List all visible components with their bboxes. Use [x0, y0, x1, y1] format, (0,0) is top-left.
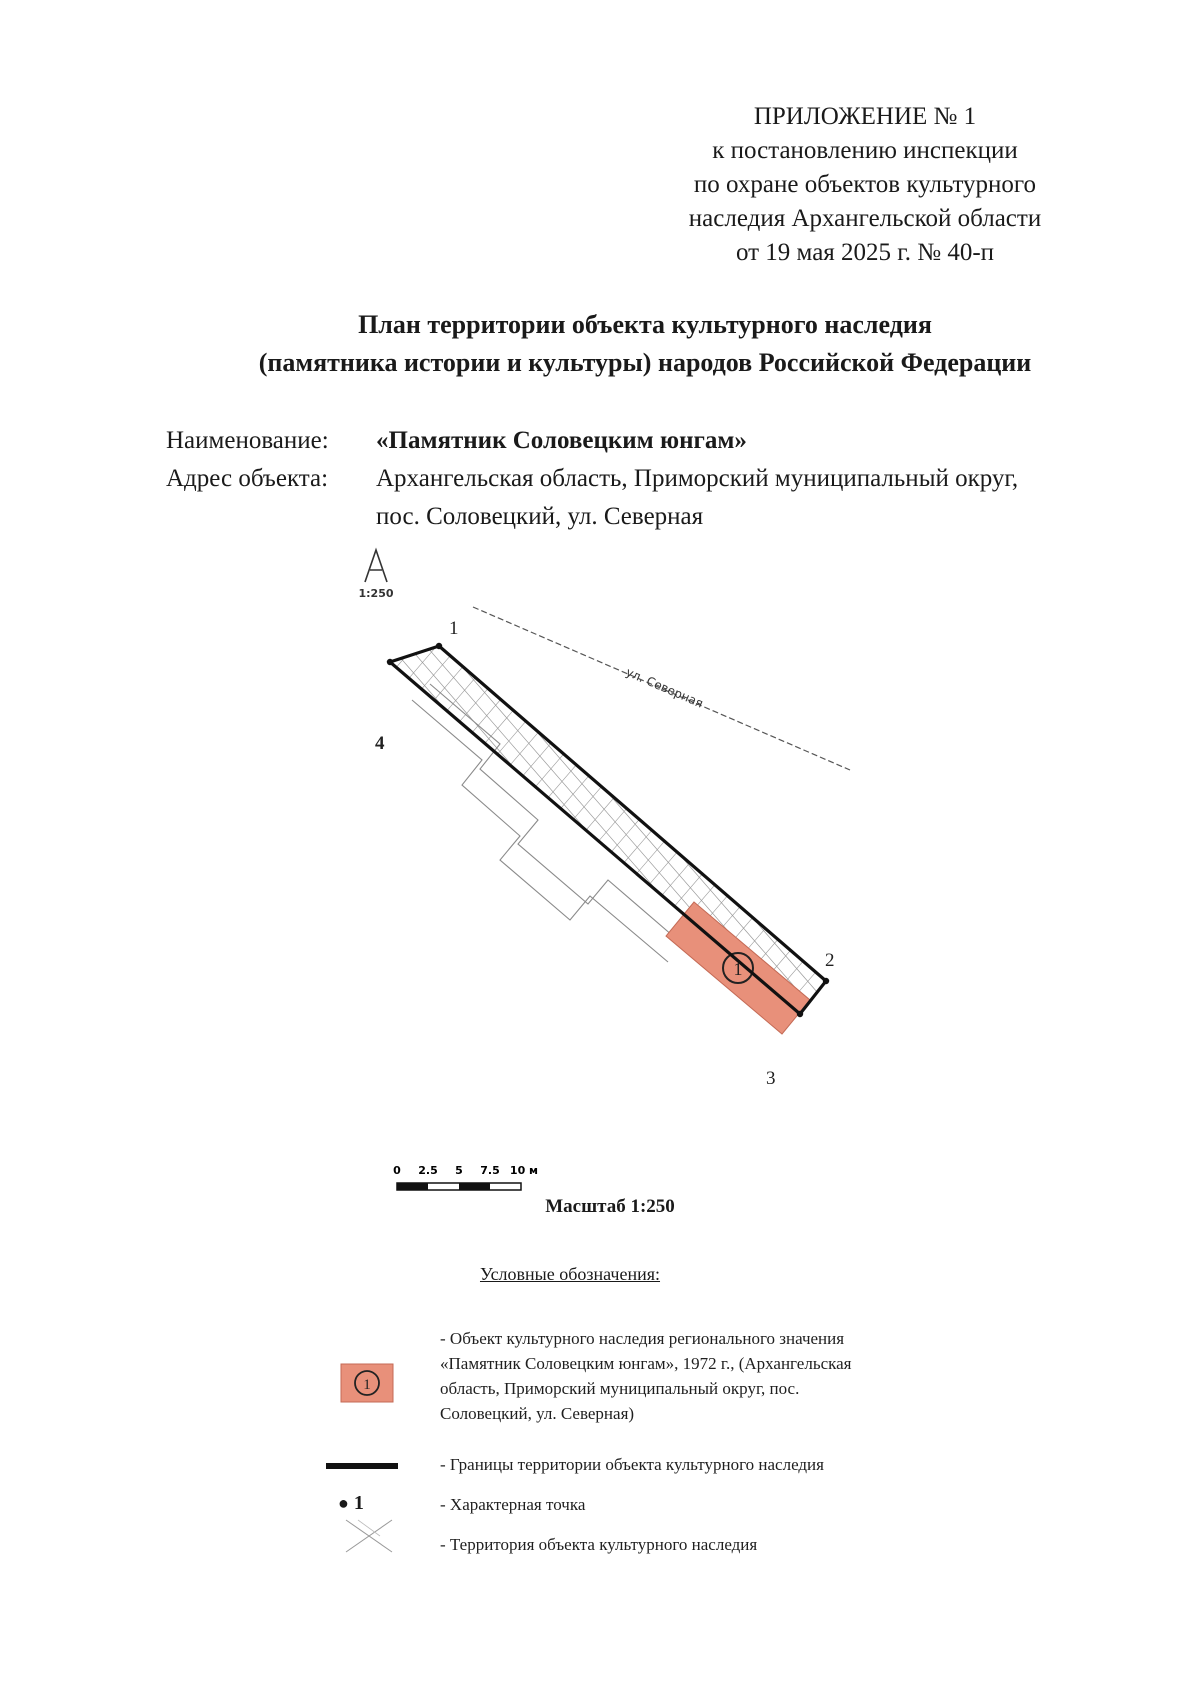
- hatch-line: [0, 540, 466, 1200]
- hatch-line: [232, 540, 792, 1190]
- north-arrow-icon: [365, 550, 387, 582]
- point-label-4: 4: [375, 733, 385, 754]
- hatch-line: [1046, 540, 1200, 1190]
- point-label-2: 2: [825, 950, 835, 971]
- hatch-line: [386, 540, 946, 1190]
- hatch-line: [0, 540, 154, 1190]
- hatch-line: [316, 540, 916, 1200]
- hatch-line: [0, 540, 268, 1200]
- hatch-line: [0, 540, 352, 1190]
- hatch-line: [658, 540, 1200, 1200]
- appendix-line: к постановлению инспекции: [712, 137, 1018, 164]
- territory-hatch: [0, 540, 1200, 1200]
- hatch-line: [964, 540, 1200, 1200]
- hatch-line: [496, 540, 1096, 1200]
- hatch-line: [0, 540, 286, 1200]
- hatch-line: [928, 540, 1200, 1200]
- hatch-line: [716, 540, 1200, 1190]
- hatch-line: [0, 540, 592, 1200]
- hatch-line: [244, 540, 844, 1200]
- hatch-line: [0, 540, 538, 1200]
- hatch-line: [56, 540, 616, 1190]
- hatch-line: [730, 540, 1200, 1200]
- hatch-line: [0, 540, 520, 1200]
- hatch-line: [34, 540, 594, 1190]
- hatch-line: [430, 540, 990, 1190]
- hatch-line: [0, 540, 330, 1190]
- hatch-line: [0, 540, 132, 1190]
- appendix-header: [640, 100, 1090, 270]
- legend-hatch-icon: [344, 1518, 394, 1554]
- hatch-line: [1090, 540, 1200, 1190]
- legend-point-icon: ● 1: [338, 1492, 364, 1514]
- hatch-line: [874, 540, 1200, 1200]
- hatch-line: [100, 540, 660, 1190]
- hatch-line: [0, 540, 106, 1200]
- hatch-line: [514, 540, 1114, 1200]
- hatch-line: [946, 540, 1200, 1200]
- hatch-line: [474, 540, 1034, 1190]
- hatch-line: [0, 540, 70, 1200]
- hatch-line: [208, 540, 808, 1200]
- hatch-line: [826, 540, 1200, 1190]
- hatch-line: [188, 540, 748, 1190]
- legend-object-line: «Памятник Соловецким юнгам», 1972 г., (Архангельская: [440, 1354, 852, 1373]
- scale-tick-label: 5: [455, 1164, 463, 1177]
- hatch-line: [676, 540, 1200, 1200]
- hatch-line: [0, 540, 340, 1200]
- hatch-line: [496, 540, 1056, 1190]
- hatch-line: [0, 540, 412, 1200]
- hatch-line: [856, 540, 1200, 1200]
- point-label-3: 3: [766, 1068, 776, 1089]
- hatch-line: [586, 540, 1186, 1200]
- street-label: ул. Северная: [623, 664, 706, 711]
- hatch-line: [980, 540, 1200, 1190]
- hatch-line: [144, 540, 704, 1190]
- hatch-line: [838, 540, 1200, 1200]
- hatch-line: [1134, 540, 1200, 1190]
- hatch-line: [154, 540, 754, 1200]
- hatch-line: [10, 540, 610, 1200]
- hatch-line: [0, 540, 88, 1190]
- hatch-line: [1156, 540, 1200, 1190]
- hatch-line: [136, 540, 736, 1200]
- hatch-line: [122, 540, 682, 1190]
- hatch-line: [0, 540, 198, 1190]
- characteristic-point: [823, 978, 829, 984]
- hatch-line: [0, 540, 16, 1200]
- hatch-line: [352, 540, 952, 1200]
- hatch-line: [280, 540, 880, 1200]
- hatch-line: [892, 540, 1200, 1200]
- hatch-line: [0, 540, 506, 1190]
- hatch-line: [1018, 540, 1200, 1200]
- hatch-line: [82, 540, 682, 1200]
- hatch-line: [0, 540, 440, 1190]
- appendix-line: по охране объектов культурного: [693, 171, 1037, 198]
- hatch-line: [1108, 540, 1200, 1200]
- hatch-line: [892, 540, 1200, 1190]
- hatch-line: [1112, 540, 1200, 1190]
- hatch-line: [0, 540, 550, 1190]
- scale-tick-label: 10 м: [509, 1164, 539, 1177]
- hatch-line: [622, 540, 1200, 1200]
- hatch-line: [804, 540, 1200, 1190]
- hatch-line: [802, 540, 1200, 1200]
- hatch-line: [46, 540, 646, 1200]
- legend-object-line: - Объект культурного наследия регионального значения: [440, 1329, 845, 1348]
- scale-tick-label: 2.5: [418, 1164, 438, 1177]
- hatch-line: [584, 540, 1144, 1190]
- scale-caption: Масштаб 1:250: [545, 1196, 675, 1217]
- hatch-line: [650, 540, 1200, 1190]
- hatch-line: [78, 540, 638, 1190]
- hatch-line: [460, 540, 1060, 1200]
- object-address-label: Адрес объекта:: [166, 465, 329, 492]
- object-name-label: Наименование:: [166, 427, 329, 454]
- hatch-line: [254, 540, 814, 1190]
- hatch-line: [0, 540, 34, 1200]
- hatch-line: [0, 540, 484, 1190]
- hatch-line: [518, 540, 1078, 1190]
- hatch-line: [672, 540, 1200, 1190]
- hatch-line: [782, 540, 1200, 1190]
- legend-object-text: [440, 1326, 852, 1426]
- hatch-line: [958, 540, 1200, 1190]
- characteristic-point: [387, 659, 393, 665]
- object-name-value: «Памятник Соловецким юнгам»: [376, 427, 747, 454]
- hatch-line: [1036, 540, 1200, 1200]
- hatch-line: [0, 540, 176, 1190]
- hatch-line: [820, 540, 1200, 1200]
- hatch-line: [0, 540, 556, 1200]
- hatch-line: [914, 540, 1200, 1190]
- hatch-line: [298, 540, 898, 1200]
- hatch-line: [1178, 540, 1200, 1190]
- hatch-line: [342, 540, 902, 1190]
- hatch-line: [1090, 540, 1200, 1200]
- hatch-line: [1054, 540, 1200, 1200]
- hatch-line: [0, 540, 220, 1190]
- scale-tick-label: 7.5: [480, 1164, 500, 1177]
- hatch-line: [0, 540, 358, 1200]
- object-marker-number: 1: [733, 959, 743, 979]
- hatch-line: [298, 540, 858, 1190]
- hatch-line: [0, 540, 448, 1200]
- hatch-line: [408, 540, 968, 1190]
- hatch-line: [478, 540, 1078, 1200]
- hatch-line: [0, 540, 160, 1200]
- hatch-line: [1162, 540, 1200, 1200]
- hatch-line: [1002, 540, 1200, 1190]
- inner-outline: [430, 684, 680, 942]
- hatch-line: [0, 540, 502, 1200]
- hatch-line: [1068, 540, 1200, 1190]
- hatch-line: [64, 540, 664, 1200]
- hatch-line: [0, 540, 250, 1200]
- legend-object-icon: [340, 1363, 394, 1403]
- hatch-line: [712, 540, 1200, 1200]
- hatch-line: [628, 540, 1188, 1190]
- scale-bar: [393, 1164, 538, 1190]
- hatch-line: [0, 540, 484, 1200]
- hatch-line: [262, 540, 862, 1200]
- hatch-line: [166, 540, 726, 1190]
- hatch-line: [0, 540, 430, 1200]
- hatch-line: [738, 540, 1200, 1190]
- hatch-line: [0, 540, 214, 1200]
- hatch-line: [870, 540, 1200, 1190]
- hatch-line: [0, 540, 374, 1190]
- legend-object-marker: 1: [363, 1377, 371, 1393]
- title-line: (памятника истории и культуры) народов Российской Федерации: [258, 348, 1032, 377]
- hatch-line: [370, 540, 970, 1200]
- legend-boundary-text: - Границы территории объекта культурного наследия: [440, 1455, 824, 1474]
- hatch-line: [406, 540, 1006, 1200]
- hatch-line: [0, 540, 308, 1190]
- hatch-line: [640, 540, 1200, 1200]
- territory-plan: [0, 540, 1200, 1200]
- hatch-line: [910, 540, 1200, 1200]
- hatch-line: [0, 540, 394, 1200]
- characteristic-point: [797, 1011, 803, 1017]
- hatch-line: [1126, 540, 1200, 1200]
- hatch-line: [848, 540, 1200, 1190]
- hatch-line: [442, 540, 1042, 1200]
- hatch-line: [0, 540, 52, 1200]
- hatch-line: [982, 540, 1200, 1200]
- hatch-line: [100, 540, 700, 1200]
- hatch-line: [0, 540, 232, 1200]
- hatch-line: [0, 540, 66, 1190]
- hatch-line: [0, 540, 124, 1200]
- hatch-line: [12, 540, 572, 1190]
- object-address-line: Архангельская область, Приморский муниципальный округ,: [376, 465, 1019, 492]
- hatch-line: [210, 540, 770, 1190]
- hatch-line: [0, 540, 196, 1200]
- hatch-line: [118, 540, 718, 1200]
- hatch-line: [276, 540, 836, 1190]
- hatch-line: [0, 540, 322, 1200]
- legend-object-line: Соловецкий, ул. Северная): [440, 1404, 635, 1423]
- hatch-line: [0, 540, 574, 1200]
- hatch-line: [364, 540, 924, 1190]
- legend-boundary-icon: [326, 1460, 400, 1472]
- appendix-date: от 19 мая 2025 г. № 40-п: [735, 239, 995, 266]
- legend-object-line: область, Приморский муниципальный округ, пос.: [440, 1379, 800, 1398]
- hatch-line: [694, 540, 1200, 1190]
- hatch-line: [0, 540, 22, 1190]
- hatch-line: [532, 540, 1132, 1200]
- hatch-line: [0, 540, 242, 1190]
- legend-point-number: 1: [353, 1492, 364, 1514]
- hatch-line: [226, 540, 826, 1200]
- hatch-line: [1180, 540, 1200, 1200]
- hatch-line: [748, 540, 1200, 1200]
- hatch-line: [452, 540, 1012, 1190]
- legend-title: Условные обозначения:: [479, 1264, 661, 1284]
- legend-point-text: - Характерная точка: [440, 1495, 586, 1514]
- document-title: [120, 306, 1170, 382]
- hatch-line: [28, 540, 628, 1200]
- hatch-line: [766, 540, 1200, 1200]
- hatch-line: [760, 540, 1200, 1190]
- point-label-1: 1: [449, 618, 459, 639]
- hatch-line: [0, 540, 88, 1200]
- hatch-line: [388, 540, 988, 1200]
- hatch-line: [568, 540, 1168, 1200]
- hatch-line: [0, 540, 376, 1200]
- scale-tick-label: 0: [393, 1164, 401, 1177]
- characteristic-point: [436, 643, 442, 649]
- hatch-line: [320, 540, 880, 1190]
- hatch-line: [0, 540, 264, 1190]
- hatch-line: [0, 540, 178, 1200]
- hatch-line: [172, 540, 772, 1200]
- title-line: План территории объекта культурного наследия: [358, 310, 932, 339]
- hatch-line: [784, 540, 1200, 1200]
- object-address-line: пос. Соловецкий, ул. Северная: [376, 503, 704, 530]
- hatch-line: [0, 540, 286, 1190]
- hatch-line: [1144, 540, 1200, 1200]
- hatch-line: [0, 540, 304, 1200]
- hatch-line: [424, 540, 1024, 1200]
- hatch-line: [1024, 540, 1200, 1190]
- hatch-line: [1072, 540, 1200, 1200]
- hatch-line: [0, 540, 396, 1190]
- hatch-line: [936, 540, 1200, 1190]
- appendix-number: ПРИЛОЖЕНИЕ № 1: [753, 103, 977, 130]
- hatch-line: [694, 540, 1200, 1200]
- hatch-line: [0, 540, 462, 1190]
- hatch-line: [1000, 540, 1200, 1200]
- north-scale-label: 1:250: [358, 587, 394, 600]
- hatch-line: [562, 540, 1122, 1190]
- hatch-line: [0, 540, 44, 1190]
- legend-territory-text: - Территория объекта культурного наследия: [440, 1535, 758, 1554]
- hatch-line: [0, 540, 110, 1190]
- appendix-line: наследия Архангельской области: [688, 205, 1042, 232]
- hatch-line: [0, 540, 418, 1190]
- hatch-line: [0, 540, 142, 1200]
